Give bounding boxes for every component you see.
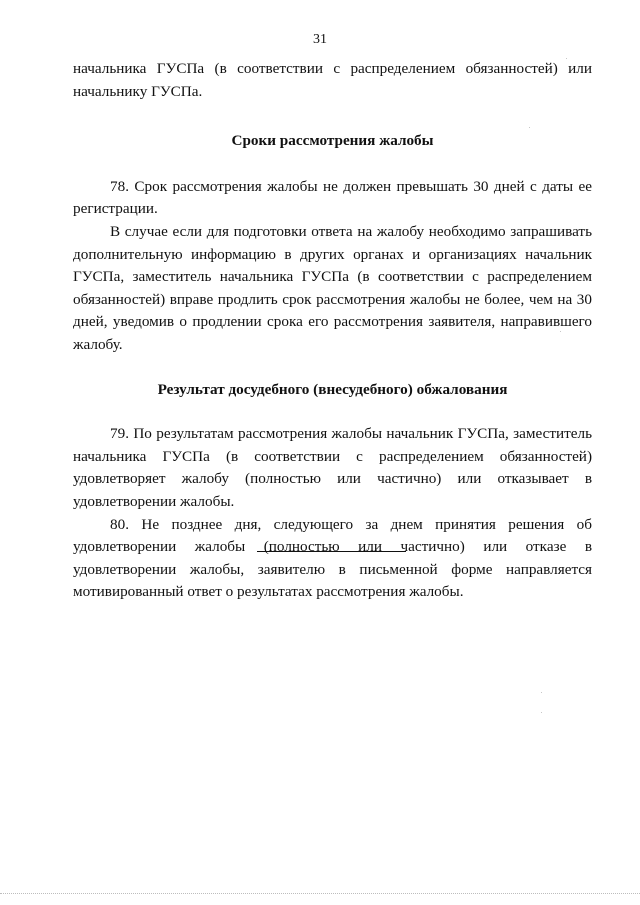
heading-terms: Сроки рассмотрения жалобы — [231, 132, 434, 150]
paragraph-78: 78. Срок рассмотрения жалобы не должен превышать 30 дней с даты ее регистрации. — [73, 177, 592, 218]
paragraph-intro: начальника ГУСПа (в соответствии с распределением обязанностей) или начальнику ГУСПа. — [73, 60, 592, 100]
scan-speck — [541, 712, 542, 713]
paragraph-80: 80. Не позднее дня, следующего за днем принятия решения об удовлетворении жалобы (полностью или частично) или отказе в удовлетворении жалобы, заявителю в письменной форме направляется мотивированный ответ о результатах рассмотрения жалобы. — [73, 515, 592, 601]
paragraph-79: 79. По результатам рассмотрения жалобы начальник ГУСПа, заместитель начальника ГУСПа (в соответствии с распределением обязанностей) удовлетворяет жалобу (полностью или частично) или отказывает в удовлетворении жалобы. — [73, 425, 592, 510]
paragraph-78-continued: В случае если для подготовки ответа на жалобу необходимо запрашивать дополнительную информацию в других органах и организациях начальник ГУСПа, заместитель начальника ГУСПа (в соответствии с распределением обязанностей) вправе продлить срок рассмотрения жалобы не более, чем на 30 дней, уведомив о продлении срока его рассмотрения заявителя, направившего жалобу. — [73, 222, 592, 353]
closing-rule — [257, 551, 406, 552]
document-body — [73, 58, 592, 604]
scan-speck — [529, 127, 530, 128]
heading-result: Результат досудебного (внесудебного) обжалования — [157, 380, 508, 398]
scan-speck — [560, 331, 561, 332]
scan-speck — [566, 58, 567, 59]
page-number: 31 — [313, 32, 327, 47]
scan-edge-noise — [0, 893, 640, 894]
scan-speck — [541, 692, 542, 693]
